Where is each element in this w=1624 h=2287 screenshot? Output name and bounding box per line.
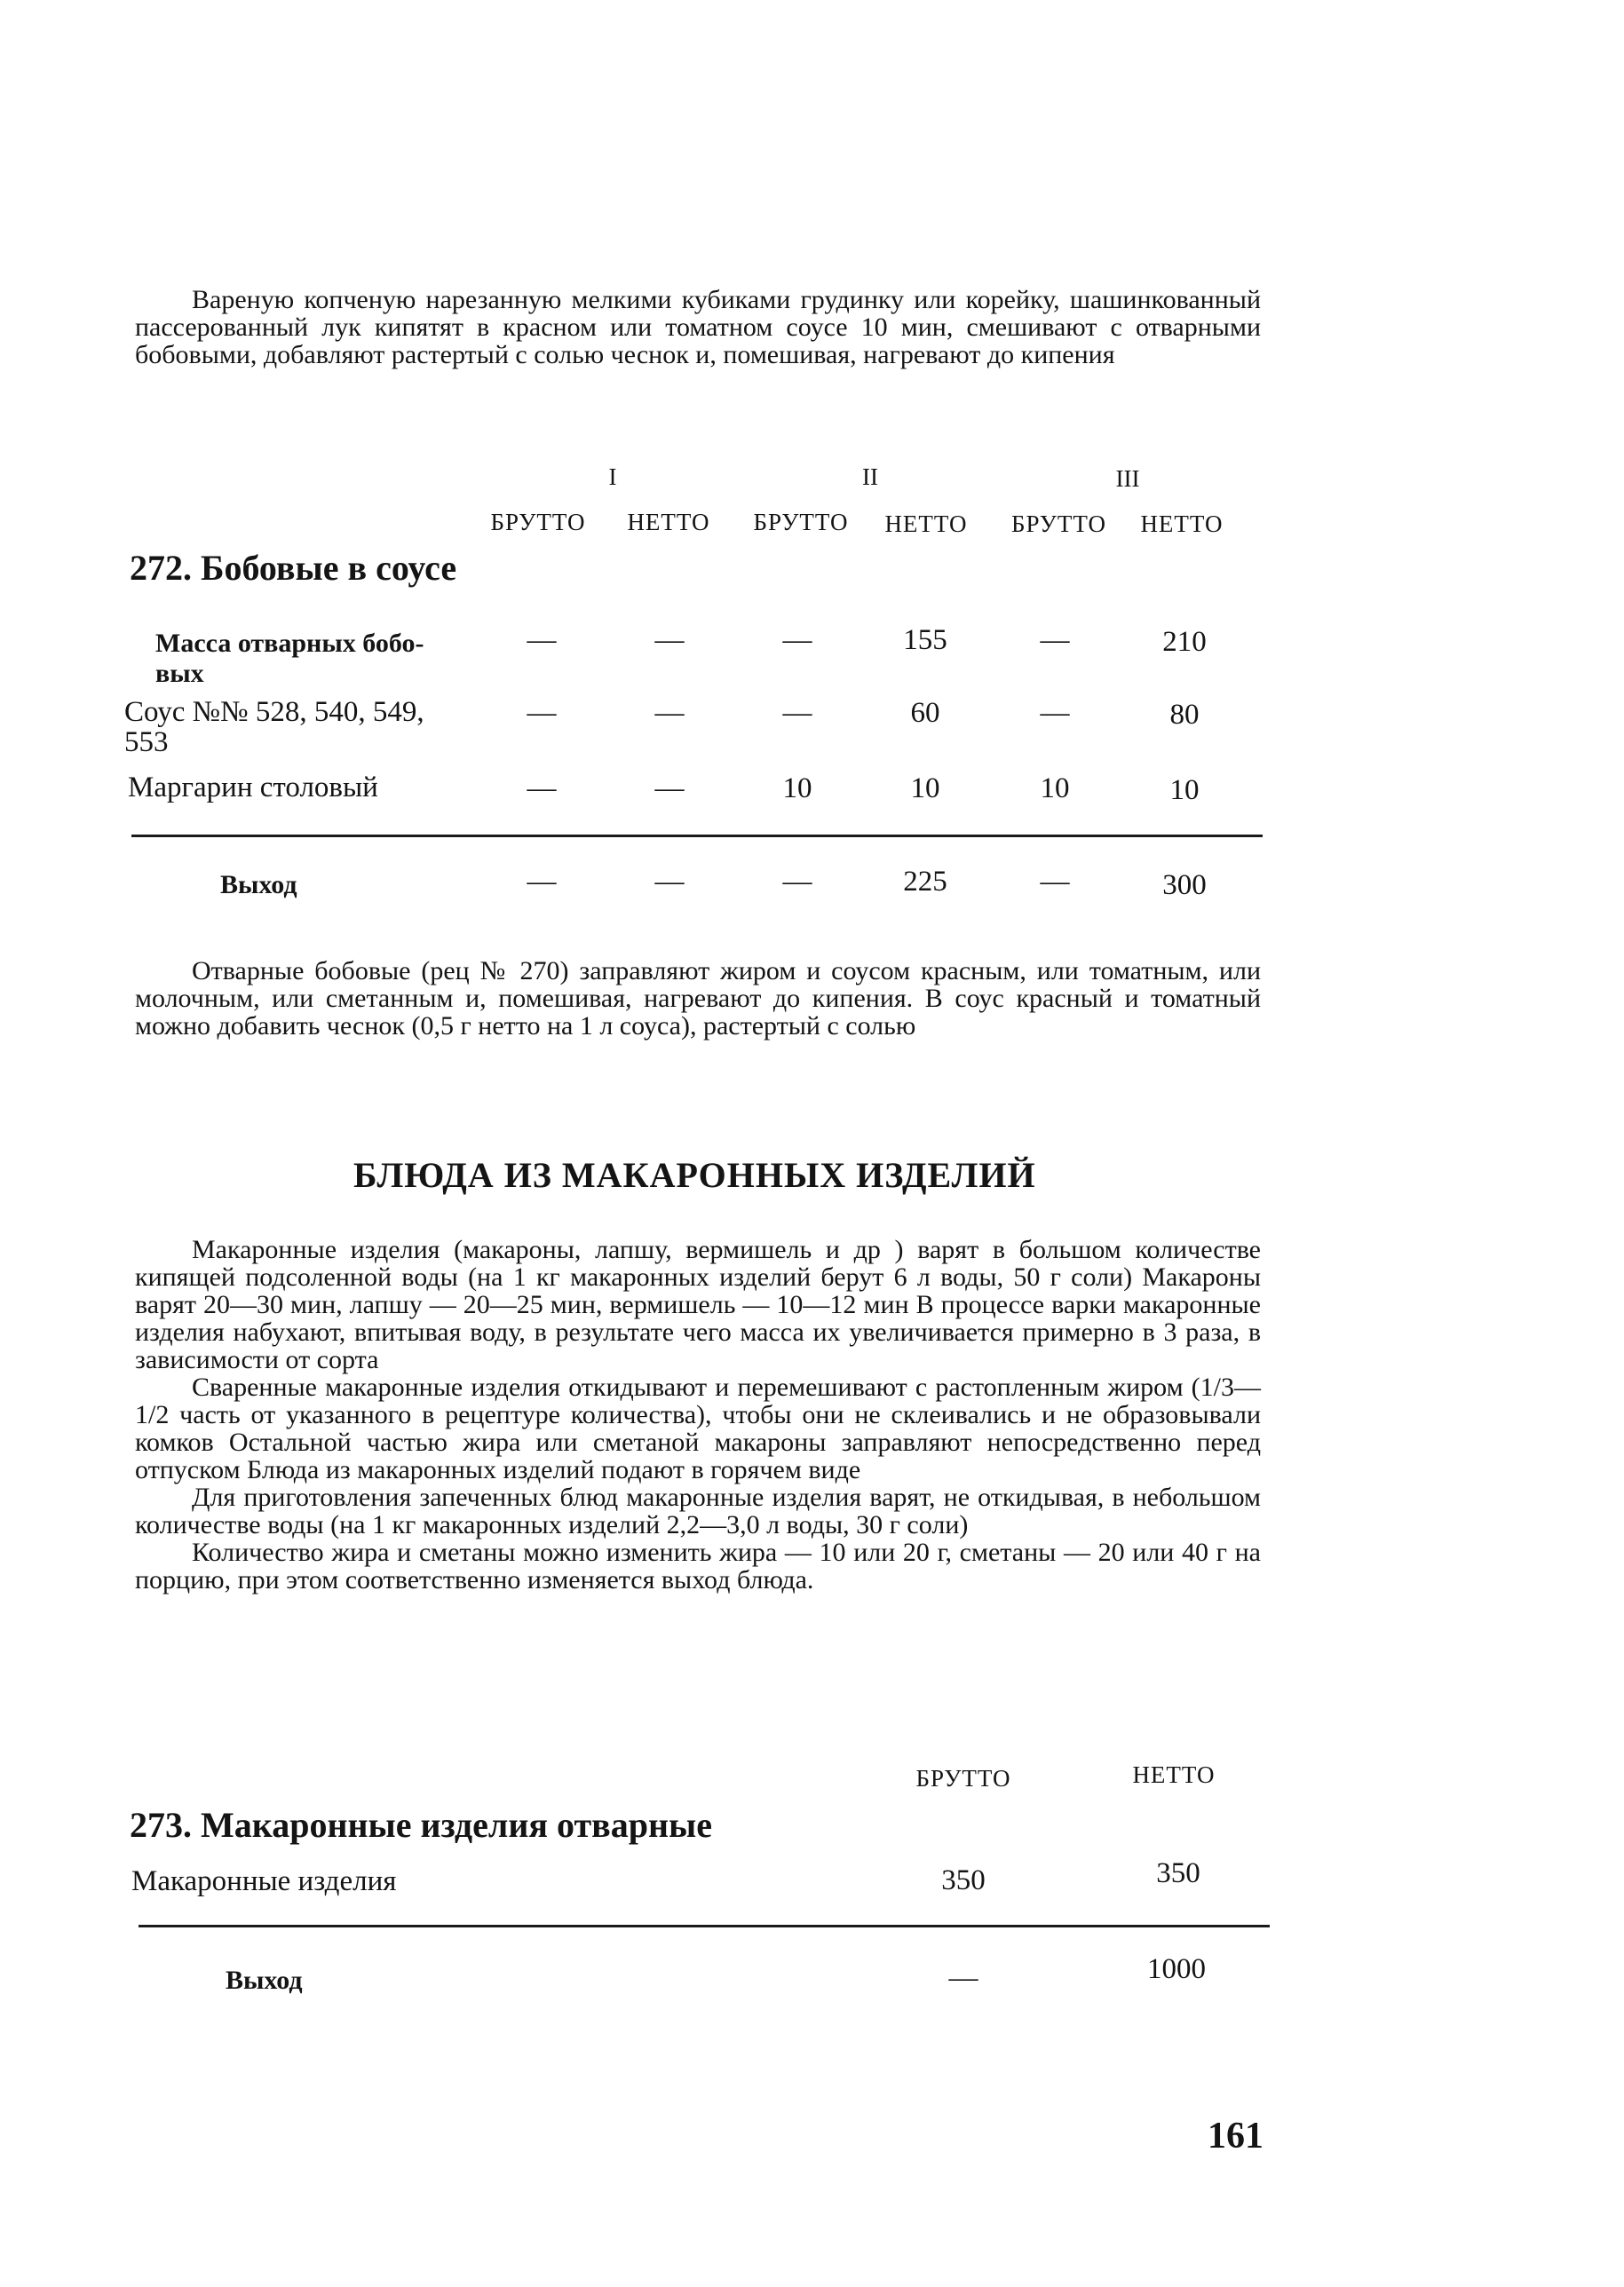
cell-r2-c1: — <box>527 697 557 729</box>
yield-272-c5: — <box>1040 866 1070 898</box>
yield-273-netto: 1000 <box>1147 1953 1206 1985</box>
yield-273-brutto: — <box>948 1962 978 1994</box>
section-body <box>135 1236 1261 1594</box>
cell-r3-c3: 10 <box>782 772 812 804</box>
cell-r2-c4: 60 <box>910 697 940 729</box>
recipe-272-title: 272. Бобовые в соусе <box>130 548 457 588</box>
recipe-272-note-text: Отварные бобовые (рец № 270) заправляют жиром и соусом красным, или томатным, или молочным, или сметанным и, помешивая, нагревают до кипения. В соус красный и томатный можно добавить чеснок (0,5 г нетто на 1 л соуса), растертый с солью <box>135 956 1261 1041</box>
cell-r3-c4: 10 <box>910 772 940 804</box>
row-label-pasta: Макаронные изделия <box>131 1865 397 1897</box>
yield-272-c3: — <box>782 866 812 898</box>
cell-273-brutto: 350 <box>941 1864 986 1896</box>
yield-272-c4: 225 <box>903 866 947 898</box>
group-label-2: II <box>862 463 878 490</box>
cell-r1-c6: 210 <box>1162 626 1207 658</box>
col-header-netto-1: НЕТТО <box>627 509 710 535</box>
col-header-273-brutto: БРУТТО <box>915 1765 1011 1792</box>
row-label-beans <box>155 629 493 689</box>
cell-r2-c6: 80 <box>1169 699 1200 731</box>
col-header-netto-3: НЕТТО <box>1140 510 1224 537</box>
cell-r3-c6: 10 <box>1169 774 1200 806</box>
section-paragraph-2: Сваренные макаронные изделия откидывают и перемешивают с растопленным жиром (1/3—1/2 часть от указанного в рецептуре количества), чтобы они не склеивались и не образовывали комков Остальной частью жира или сметаной макароны заправляют непосредственно перед отпуском Блюда из макаронных изделий подают в горячем виде <box>135 1373 1261 1484</box>
yield-272-c6: 300 <box>1162 869 1207 901</box>
cell-r3-c5: 10 <box>1040 772 1070 804</box>
row-label-beans-line2: вых <box>155 659 204 688</box>
cell-r1-c2: — <box>654 624 685 656</box>
yield-272-c2: — <box>654 866 685 898</box>
cell-r1-c4: 155 <box>903 624 947 656</box>
row-label-sauce <box>124 697 497 757</box>
col-header-netto-2: НЕТТО <box>884 510 968 537</box>
cell-r3-c2: — <box>654 772 685 804</box>
cell-r1-c5: — <box>1040 624 1070 656</box>
group-label-3: III <box>1115 465 1140 492</box>
col-header-brutto-2: БРУТТО <box>753 509 849 535</box>
cell-r2-c2: — <box>654 697 685 729</box>
group-label-1: I <box>608 463 617 490</box>
table-272-rule <box>131 835 1263 837</box>
col-header-273-netto: НЕТТО <box>1132 1761 1216 1788</box>
yield-272-c1: — <box>527 866 557 898</box>
yield-label-272: Выход <box>220 870 297 899</box>
page-number: 161 <box>1208 2116 1264 2156</box>
section-title: БЛЮДА ИЗ МАКАРОННЫХ ИЗДЕЛИЙ <box>353 1155 1036 1195</box>
col-header-brutto-3: БРУТТО <box>1010 510 1107 537</box>
cell-r3-c1: — <box>527 772 557 804</box>
cell-r2-c3: — <box>782 697 812 729</box>
row-label-margarine: Маргарин столовый <box>128 772 378 803</box>
row-label-sauce-line2: 553 <box>124 726 169 758</box>
col-header-brutto-1: БРУТТО <box>490 509 586 535</box>
row-label-beans-line1: Масса отварных бобо- <box>155 629 424 658</box>
table-273-rule <box>139 1925 1270 1927</box>
cell-r1-c3: — <box>782 624 812 656</box>
recipe-272-note <box>135 957 1261 1040</box>
section-paragraph-1: Макаронные изделия (макароны, лапшу, вермишель и др ) варят в большом количестве кипящей подсоленной воды (на 1 кг макаронных изделий берут 6 л воды, 50 г соли) Макароны варят 20—30 мин, лапшу — 20—25 мин, вермишель — 10—12 мин В процессе варки макаронные изделия набухают, впитывая воду, в результате чего масса их увеличивается примерно в 3 раза, в зависимости от сорта <box>135 1235 1261 1374</box>
section-paragraph-4: Количество жира и сметаны можно изменить жира — 10 или 20 г, сметаны — 20 или 40 г на порцию, при этом соответственно изменяется выход блюда. <box>135 1538 1261 1595</box>
intro-paragraph <box>135 286 1261 368</box>
section-paragraph-3: Для приготовления запеченных блюд макаронные изделия варят, не откидывая, в небольшом количестве воды (на 1 кг макаронных изделий 2,2—3,0 л воды, 30 г соли) <box>135 1483 1261 1539</box>
recipe-273-title: 273. Макаронные изделия отварные <box>130 1805 713 1845</box>
intro-text: Вареную копченую нарезанную мелкими кубиками грудинку или корейку, шашинкованный пассерованный лук кипятят в красном или томатном соусе 10 мин, смешивают с отварными бобовыми, добавляют растертый с солью чеснок и, помешивая, нагревают до кипения <box>135 285 1261 369</box>
cell-273-netto: 350 <box>1156 1857 1200 1889</box>
yield-label-273: Выход <box>226 1966 303 1995</box>
row-label-sauce-line1: Соус №№ 528, 540, 549, <box>124 696 424 728</box>
cell-r2-c5: — <box>1040 697 1070 729</box>
cell-r1-c1: — <box>527 624 557 656</box>
